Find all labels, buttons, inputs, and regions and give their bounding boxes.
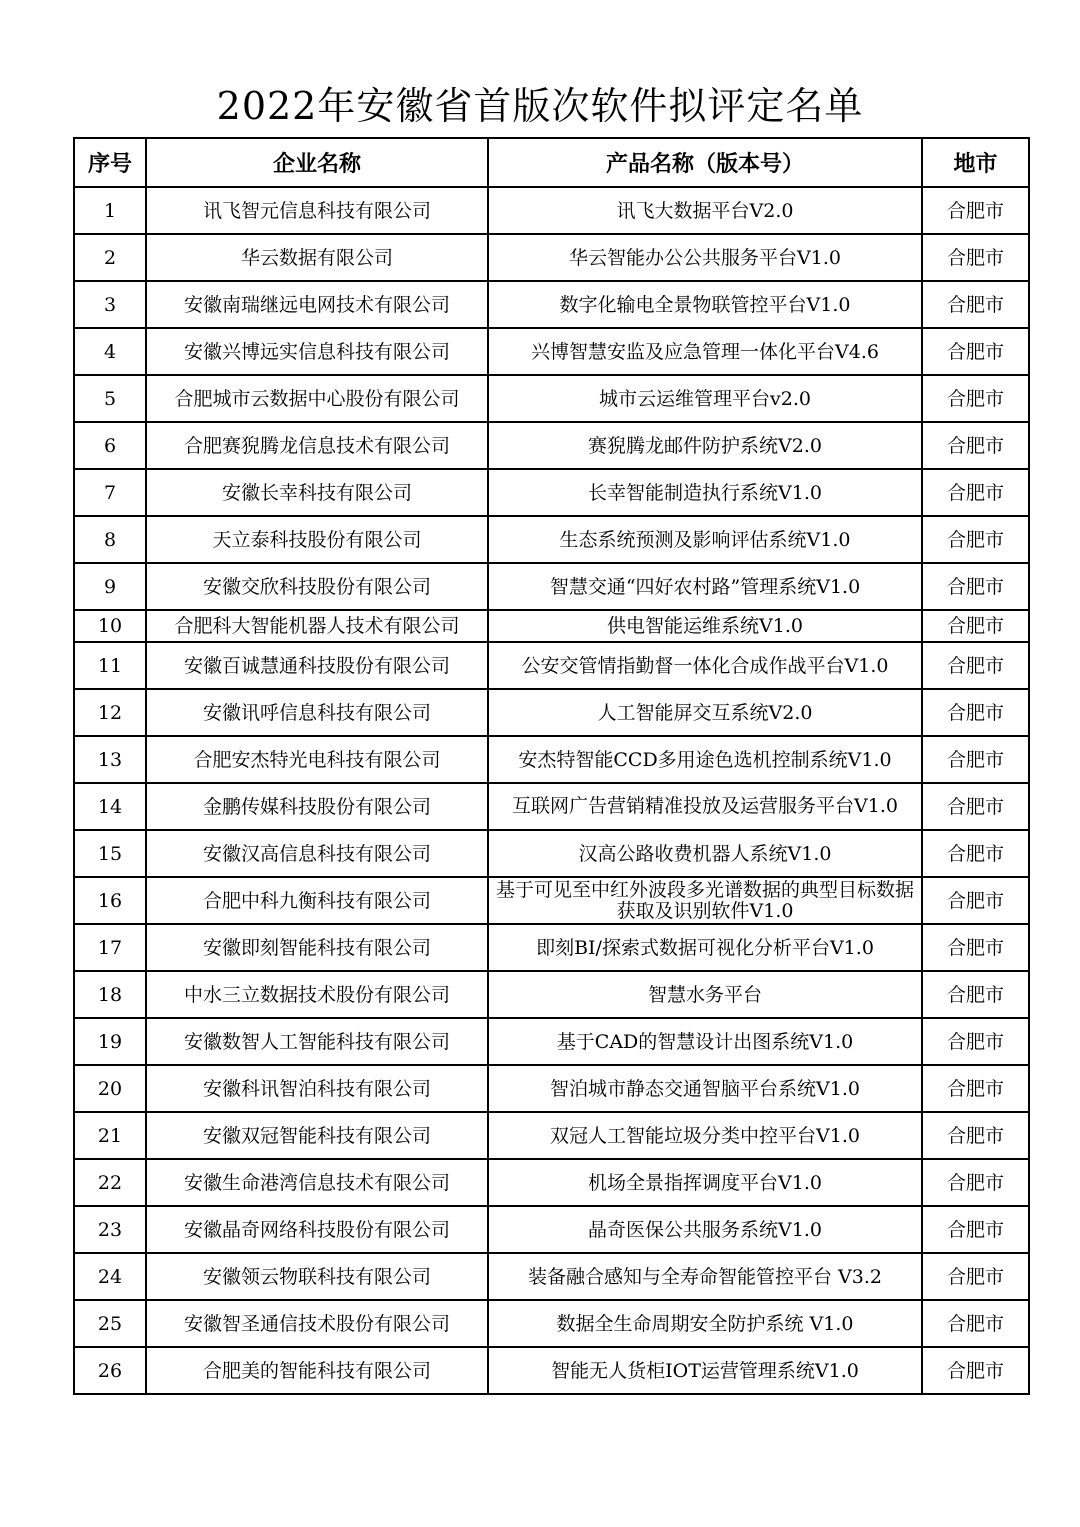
city-cell: 合肥市	[922, 689, 1029, 736]
city-cell: 合肥市	[922, 1206, 1029, 1253]
city-cell: 合肥市	[922, 1159, 1029, 1206]
page-title: 2022年安徽省首版次软件拟评定名单	[216, 84, 864, 128]
product-name-cell: 供电智能运维系统V1.0	[488, 610, 922, 642]
city-cell: 合肥市	[922, 877, 1029, 924]
product-name-cell: 长幸智能制造执行系统V1.0	[488, 469, 922, 516]
serial-number-cell: 7	[74, 469, 146, 516]
serial-number-cell: 18	[74, 971, 146, 1018]
candidate-list-table	[73, 137, 1030, 1395]
company-name-cell: 安徽即刻智能科技有限公司	[146, 924, 488, 971]
serial-number-cell: 13	[74, 736, 146, 783]
city-cell: 合肥市	[922, 642, 1029, 689]
table-body	[74, 187, 1029, 1394]
company-name-cell: 安徽长幸科技有限公司	[146, 469, 488, 516]
city-cell: 合肥市	[922, 1347, 1029, 1394]
city-cell: 合肥市	[922, 1065, 1029, 1112]
company-name-cell: 安徽汉高信息科技有限公司	[146, 830, 488, 877]
company-name-cell: 合肥美的智能科技有限公司	[146, 1347, 488, 1394]
city-cell: 合肥市	[922, 563, 1029, 610]
product-name-cell: 华云智能办公公共服务平台V1.0	[488, 234, 922, 281]
company-name-cell: 安徽生命港湾信息技术有限公司	[146, 1159, 488, 1206]
serial-number-cell: 4	[74, 328, 146, 375]
product-name-cell: 公安交管情指勤督一体化合成作战平台V1.0	[488, 642, 922, 689]
serial-number-cell: 2	[74, 234, 146, 281]
product-name-cell: 讯飞大数据平台V2.0	[488, 187, 922, 234]
city-cell: 合肥市	[922, 1112, 1029, 1159]
city-cell: 合肥市	[922, 610, 1029, 642]
table-row	[74, 469, 1029, 516]
table-row	[74, 328, 1029, 375]
product-name-cell: 兴博智慧安监及应急管理一体化平台V4.6	[488, 328, 922, 375]
product-name-cell: 晶奇医保公共服务系统V1.0	[488, 1206, 922, 1253]
company-name-cell: 安徽晶奇网络科技股份有限公司	[146, 1206, 488, 1253]
product-name-cell: 双冠人工智能垃圾分类中控平台V1.0	[488, 1112, 922, 1159]
company-name-cell: 安徽南瑞继远电网技术有限公司	[146, 281, 488, 328]
header-city: 地市	[922, 138, 1029, 187]
city-cell: 合肥市	[922, 971, 1029, 1018]
product-name-cell: 城市云运维管理平台v2.0	[488, 375, 922, 422]
table-row	[74, 971, 1029, 1018]
product-name-cell: 互联网广告营销精准投放及运营服务平台V1.0	[488, 783, 922, 830]
company-name-cell: 安徽智圣通信技术股份有限公司	[146, 1300, 488, 1347]
serial-number-cell: 11	[74, 642, 146, 689]
table-row	[74, 830, 1029, 877]
table-row	[74, 689, 1029, 736]
product-name-cell: 机场全景指挥调度平台V1.0	[488, 1159, 922, 1206]
serial-number-cell: 17	[74, 924, 146, 971]
table-row	[74, 563, 1029, 610]
product-name-cell: 数字化输电全景物联管控平台V1.0	[488, 281, 922, 328]
table-row	[74, 1018, 1029, 1065]
serial-number-cell: 26	[74, 1347, 146, 1394]
company-name-cell: 安徽双冠智能科技有限公司	[146, 1112, 488, 1159]
city-cell: 合肥市	[922, 1253, 1029, 1300]
product-name-cell: 智能无人货柜IOT运营管理系统V1.0	[488, 1347, 922, 1394]
company-name-cell: 安徽兴博远实信息科技有限公司	[146, 328, 488, 375]
city-cell: 合肥市	[922, 187, 1029, 234]
company-name-cell: 安徽讯呼信息科技有限公司	[146, 689, 488, 736]
city-cell: 合肥市	[922, 1300, 1029, 1347]
city-cell: 合肥市	[922, 924, 1029, 971]
table-row	[74, 375, 1029, 422]
company-name-cell: 合肥中科九衡科技有限公司	[146, 877, 488, 924]
table-row	[74, 1159, 1029, 1206]
product-name-cell: 赛猊腾龙邮件防护系统V2.0	[488, 422, 922, 469]
city-cell: 合肥市	[922, 234, 1029, 281]
header-serial-number: 序号	[74, 138, 146, 187]
header-company-name: 企业名称	[146, 138, 488, 187]
serial-number-cell: 14	[74, 783, 146, 830]
serial-number-cell: 23	[74, 1206, 146, 1253]
serial-number-cell: 10	[74, 610, 146, 642]
city-cell: 合肥市	[922, 328, 1029, 375]
company-name-cell: 合肥城市云数据中心股份有限公司	[146, 375, 488, 422]
serial-number-cell: 22	[74, 1159, 146, 1206]
table-row	[74, 610, 1029, 642]
city-cell: 合肥市	[922, 469, 1029, 516]
company-name-cell: 合肥科大智能机器人技术有限公司	[146, 610, 488, 642]
table-row	[74, 877, 1029, 924]
table-row	[74, 736, 1029, 783]
serial-number-cell: 8	[74, 516, 146, 563]
company-name-cell: 金鹏传媒科技股份有限公司	[146, 783, 488, 830]
serial-number-cell: 25	[74, 1300, 146, 1347]
table-row	[74, 234, 1029, 281]
product-name-cell: 智慧水务平台	[488, 971, 922, 1018]
table-row	[74, 924, 1029, 971]
company-name-cell: 安徽领云物联科技有限公司	[146, 1253, 488, 1300]
table-row	[74, 281, 1029, 328]
serial-number-cell: 15	[74, 830, 146, 877]
table-row	[74, 1206, 1029, 1253]
serial-number-cell: 3	[74, 281, 146, 328]
table-row	[74, 516, 1029, 563]
table-row	[74, 1300, 1029, 1347]
city-cell: 合肥市	[922, 830, 1029, 877]
table-row	[74, 1347, 1029, 1394]
company-name-cell: 安徽交欣科技股份有限公司	[146, 563, 488, 610]
table-row	[74, 1065, 1029, 1112]
table-row	[74, 187, 1029, 234]
serial-number-cell: 21	[74, 1112, 146, 1159]
serial-number-cell: 1	[74, 187, 146, 234]
serial-number-cell: 5	[74, 375, 146, 422]
product-name-cell: 基于可见至中红外波段多光谱数据的典型目标数据获取及识别软件V1.0	[488, 877, 922, 924]
serial-number-cell: 20	[74, 1065, 146, 1112]
product-name-cell: 即刻BI/探索式数据可视化分析平台V1.0	[488, 924, 922, 971]
table-row	[74, 783, 1029, 830]
table-row	[74, 1112, 1029, 1159]
company-name-cell: 合肥赛猊腾龙信息技术有限公司	[146, 422, 488, 469]
serial-number-cell: 16	[74, 877, 146, 924]
serial-number-cell: 19	[74, 1018, 146, 1065]
company-name-cell: 中水三立数据技术股份有限公司	[146, 971, 488, 1018]
table-row	[74, 1253, 1029, 1300]
table-header-row	[74, 138, 1029, 187]
company-name-cell: 安徽科讯智泊科技有限公司	[146, 1065, 488, 1112]
company-name-cell: 合肥安杰特光电科技有限公司	[146, 736, 488, 783]
header-product-name: 产品名称（版本号）	[488, 138, 922, 187]
table-row	[74, 642, 1029, 689]
product-name-cell: 智慧交通“四好农村路”管理系统V1.0	[488, 563, 922, 610]
table-row	[74, 422, 1029, 469]
product-name-cell: 数据全生命周期安全防护系统 V1.0	[488, 1300, 922, 1347]
company-name-cell: 华云数据有限公司	[146, 234, 488, 281]
city-cell: 合肥市	[922, 281, 1029, 328]
city-cell: 合肥市	[922, 783, 1029, 830]
serial-number-cell: 6	[74, 422, 146, 469]
product-name-cell: 人工智能屏交互系统V2.0	[488, 689, 922, 736]
product-name-cell: 基于CAD的智慧设计出图系统V1.0	[488, 1018, 922, 1065]
serial-number-cell: 9	[74, 563, 146, 610]
company-name-cell: 讯飞智元信息科技有限公司	[146, 187, 488, 234]
city-cell: 合肥市	[922, 422, 1029, 469]
company-name-cell: 天立泰科技股份有限公司	[146, 516, 488, 563]
serial-number-cell: 24	[74, 1253, 146, 1300]
product-name-cell: 智泊城市静态交通智脑平台系统V1.0	[488, 1065, 922, 1112]
product-name-cell: 生态系统预测及影响评估系统V1.0	[488, 516, 922, 563]
city-cell: 合肥市	[922, 516, 1029, 563]
company-name-cell: 安徽百诚慧通科技股份有限公司	[146, 642, 488, 689]
product-name-cell: 汉高公路收费机器人系统V1.0	[488, 830, 922, 877]
product-name-cell: 安杰特智能CCD多用途色选机控制系统V1.0	[488, 736, 922, 783]
company-name-cell: 安徽数智人工智能科技有限公司	[146, 1018, 488, 1065]
city-cell: 合肥市	[922, 736, 1029, 783]
serial-number-cell: 12	[74, 689, 146, 736]
city-cell: 合肥市	[922, 1018, 1029, 1065]
product-name-cell: 装备融合感知与全寿命智能管控平台 V3.2	[488, 1253, 922, 1300]
city-cell: 合肥市	[922, 375, 1029, 422]
